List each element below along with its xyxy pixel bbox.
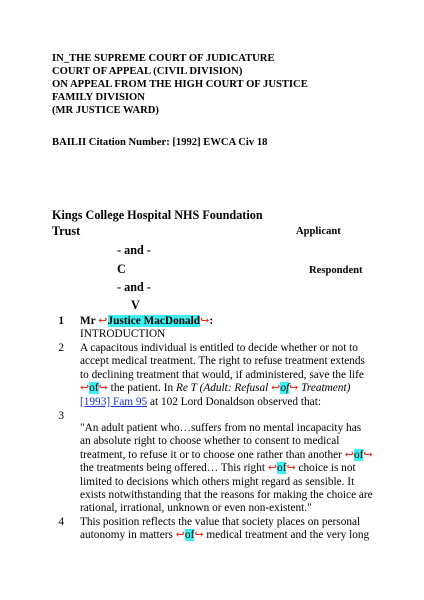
text-line: to declining treatment that would, if administered, save the life	[80, 368, 364, 381]
court-line: IN_THE SUPREME COURT OF JUDICATURE	[52, 53, 275, 64]
court-line: ON APPEAL FROM THE HIGH COURT OF JUSTICE	[52, 79, 308, 90]
and-separator-2: - and -	[117, 280, 151, 294]
judge-line	[80, 315, 213, 328]
text-line	[80, 462, 373, 475]
paragraph-number: 3	[58, 410, 64, 422]
paragraph-1	[80, 315, 213, 342]
text-line: This position reflects the value that society places on personal	[80, 516, 361, 528]
and-separator-1: - and -	[117, 243, 151, 257]
text-fragment: at 102 Lord Donaldson observed that:	[147, 395, 321, 408]
text-fragment: the patient. In	[107, 382, 176, 395]
marker-close-icon: ↪	[363, 448, 373, 461]
marker-close-icon: ↪	[200, 315, 210, 327]
marker-close-icon: ↪	[98, 382, 108, 395]
marker-open-icon: ↩	[267, 462, 278, 475]
marker-open-icon: ↩	[80, 382, 90, 395]
text-line: "An adult patient who…suffers from no mental incapacity has	[80, 422, 362, 434]
text-line: limited to decisions which others might regard as sensible. It	[80, 475, 355, 488]
section-heading: INTRODUCTION	[80, 328, 166, 341]
text-fragment: treatment, to refuse it or to choose one rather than another	[80, 448, 345, 461]
highlighted-word: of	[280, 382, 290, 395]
text-fragment: the treatments being offered… This right	[80, 462, 268, 475]
highlighted-word: of	[277, 462, 287, 475]
paragraph-number: 1	[58, 315, 64, 327]
court-line: COURT OF APPEAL (CIVIL DIVISION)	[52, 66, 243, 77]
text-line	[80, 396, 365, 409]
applicant-name-line1: Kings College Hospital NHS Foundation	[52, 208, 263, 222]
respondent-name: C	[117, 262, 126, 276]
text-line	[80, 449, 373, 462]
highlighted-word: of	[353, 448, 364, 461]
text-line: A capacitous individual is entitled to decide whether or not to	[80, 342, 358, 354]
text-line	[80, 529, 369, 542]
case-citation-link[interactable]: [1993] Fam 95	[80, 395, 148, 408]
respondent-role: Respondent	[309, 265, 363, 276]
marker-close-icon: ↪	[194, 529, 204, 542]
citation-number: BAILII Citation Number: [1992] EWCA Civ 18	[52, 137, 268, 148]
paragraph-number: 2	[58, 342, 64, 354]
marker-close-icon: ↪	[286, 462, 296, 475]
text-fragment: autonomy in matters	[80, 529, 176, 542]
judge-name: Justice MacDonald	[107, 315, 201, 327]
paragraph-3	[80, 422, 373, 516]
paragraph-number: 4	[58, 516, 64, 528]
court-line: (MR JUSTICE WARD)	[52, 105, 159, 116]
marker-open-icon: ↩	[175, 529, 185, 542]
text-line	[80, 382, 365, 395]
marker-open-icon: ↩	[98, 315, 108, 327]
applicant-role: Applicant	[296, 226, 341, 237]
judge-prefix: Mr	[80, 315, 99, 327]
text-line: an absolute right to choose whether to consent to medical	[80, 435, 340, 448]
text-line: rational, irrational, unknown or even non-existent."	[80, 502, 312, 515]
judge-colon: :	[209, 315, 214, 327]
paragraph-4	[80, 516, 369, 543]
text-line: accept medical treatment. The right to refuse treatment extends	[80, 355, 365, 368]
text-line: exists notwithstanding that the reasons for making the choice are	[80, 489, 373, 502]
applicant-name-line2: Trust	[52, 224, 81, 238]
text-fragment: choice is not	[295, 462, 356, 475]
court-line: FAMILY DIVISION	[52, 92, 145, 103]
court-header	[52, 52, 308, 117]
third-party-name: V	[131, 298, 140, 312]
highlighted-word: of	[89, 382, 99, 395]
marker-open-icon: ↩	[344, 448, 354, 461]
marker-close-icon: ↪	[289, 382, 299, 395]
case-name: Treatment)	[298, 382, 351, 395]
marker-open-icon: ↩	[271, 382, 281, 395]
paragraph-2	[80, 342, 365, 409]
case-name: Re T (Adult: Refusal	[175, 382, 272, 395]
highlighted-word: of	[184, 529, 195, 542]
text-fragment: medical treatment and the very long	[203, 529, 370, 542]
